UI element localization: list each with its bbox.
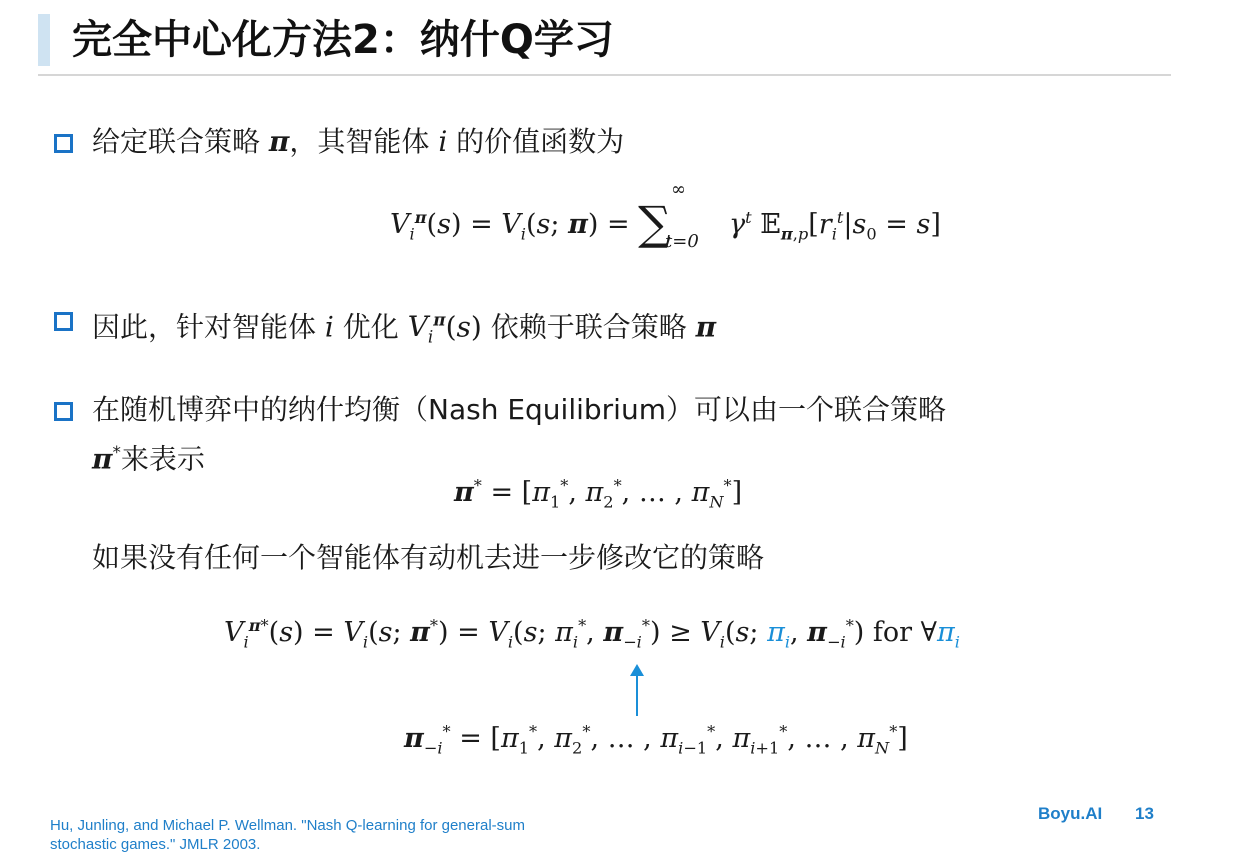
title-accent-bar (38, 14, 50, 66)
arrow-shaft (636, 672, 638, 716)
nash-equilibrium-policy-equation: $\pi^* = [\pi_1^*$, $\pi_2^*$, … , $\pi_N^*$] (454, 476, 743, 512)
bullet-square-icon (54, 312, 73, 331)
value-function-equation: $V_i^\pi(s) = V_i(s$; π) = ∑ ∞ t=0 $\gamma^t$ $𝔼_{\pi,p}[r_i^t|s_0 = s]$ (390, 179, 941, 252)
bullet-3-line-2: π*来表示 (92, 442, 205, 476)
bullet-square-icon (54, 134, 73, 153)
bullet-square-icon (54, 402, 73, 421)
condition-paragraph: 如果没有任何一个智能体有动机去进一步修改它的策略 (92, 541, 765, 574)
bullet-2-text: 因此，针对智能体 i 优化 $V_i^\pi(s)$ 依赖于联合策略 π (92, 310, 717, 347)
brand-label: Boyu.AI (1038, 804, 1103, 823)
title-divider (38, 74, 1171, 76)
bullet-1-text: 给定联合策略 π，其智能体 i 的价值函数为 (92, 125, 625, 158)
nash-condition-equation: $V_i^{\pi*}(s) = V_i(s$; $\pi^*) = V_i(s$; $\pi_i^*$, $\pi_{-i}^*) \ge V_i(s$; $\pi_i$, $\pi_{-i}^*$) for $\forall\pi_i$ (224, 616, 960, 652)
slide-title: 完全中心化方法2：纳什Q学习 (72, 17, 614, 63)
page-number: 13 (1135, 804, 1154, 823)
citation: Hu, Junling, and Michael P. Wellman. "Nash Q-learning for general-sum stochastic games." JMLR 2003. (50, 817, 525, 853)
bullet-3-line-1: 在随机博弈中的纳什均衡（Nash Equilibrium）可以由一个联合策略 (92, 393, 946, 426)
other-agents-policy-equation: $\pi_{-i}^* = [\pi_1^*$, $\pi_2^*$, … , $\pi_{i-1}^*$, $\pi_{i+1}^*$, … , $\pi_N^*$] (404, 722, 908, 758)
